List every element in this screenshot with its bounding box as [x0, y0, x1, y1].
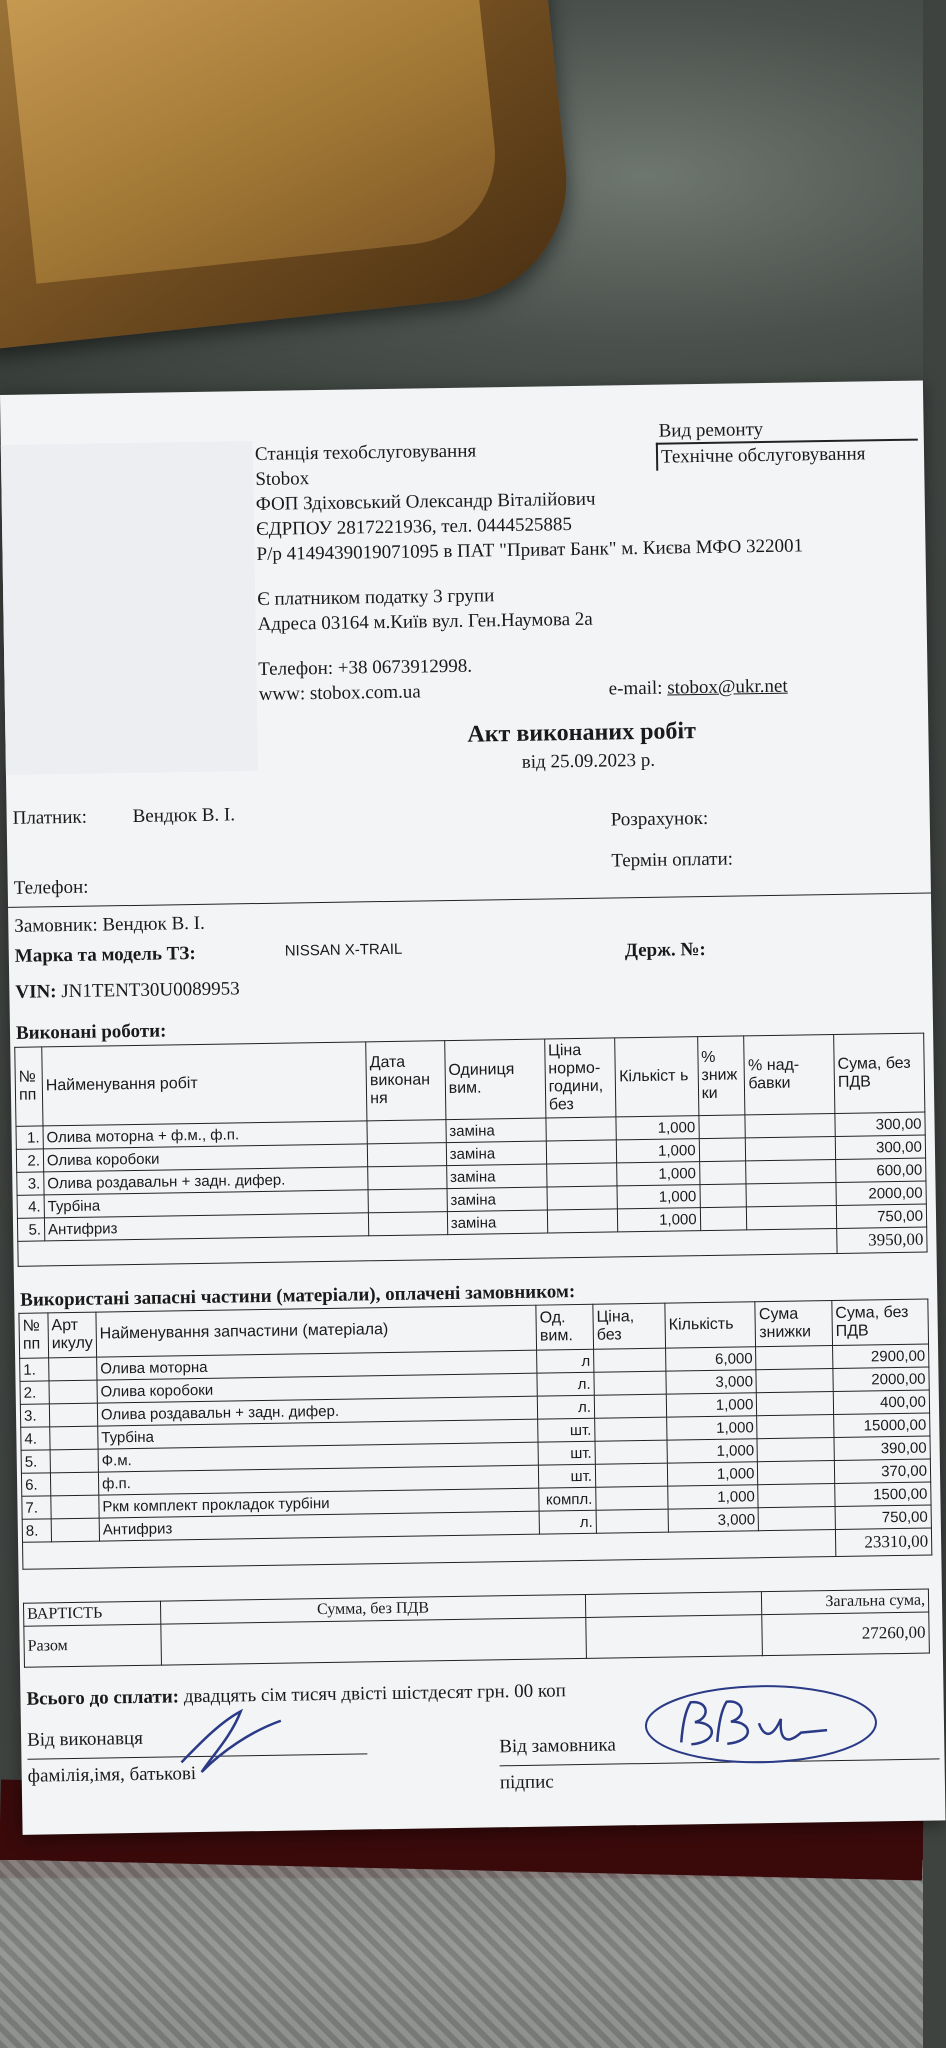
station-address: Адреса 03164 м.Київ вул. Ген.Наумова 2а — [257, 608, 593, 635]
row-sum: 600,00 — [836, 1158, 926, 1182]
parts-col-price: Ціна, без — [593, 1303, 666, 1349]
row-name: Олива роздавальн + задн. дифер. — [97, 1396, 537, 1426]
row-no: 7. — [22, 1496, 51, 1519]
row-discount — [756, 1346, 833, 1370]
works-col-discount: % зниж ки — [697, 1036, 745, 1116]
row-no: 1. — [16, 1126, 43, 1149]
divider-line — [8, 892, 931, 907]
row-price — [594, 1371, 666, 1395]
customer-label: Від замовника — [499, 1734, 616, 1758]
works-table — [14, 1033, 927, 1267]
row-qty: 1,000 — [667, 1462, 758, 1486]
row-sum: 300,00 — [835, 1135, 925, 1159]
works-col-qty: Кількіст ь — [615, 1037, 699, 1117]
row-name: Турбіна — [98, 1419, 538, 1449]
row-qty: 1,000 — [667, 1416, 758, 1440]
row-label: Разом — [24, 1624, 161, 1667]
row-qty: 3,000 — [666, 1370, 757, 1394]
repair-type-value: Технічне обслуговування — [656, 439, 918, 471]
row-discount — [757, 1392, 834, 1416]
vin-line — [15, 977, 240, 1005]
works-col-price: Ціна нормо-години, без — [544, 1038, 616, 1118]
row-no: 3. — [17, 1172, 44, 1195]
row-sum: 15000,00 — [833, 1413, 930, 1438]
row-article — [50, 1449, 98, 1473]
summary-table — [23, 1589, 930, 1668]
executor-hint: фамілія,імя, батькові — [27, 1763, 197, 1787]
row-markup — [746, 1159, 836, 1183]
executor-label: Від виконавця — [26, 1727, 144, 1751]
repair-type-label: Вид ремонту — [658, 419, 764, 442]
row-unit: л. — [539, 1510, 596, 1534]
row-unit: шт. — [538, 1418, 595, 1442]
row-qty: 1,000 — [668, 1485, 759, 1509]
row-unit: шт. — [538, 1464, 595, 1488]
row-discount — [699, 1161, 746, 1185]
works-col-no: № пп — [15, 1047, 43, 1126]
row-price — [546, 1163, 617, 1187]
row-no: 6. — [21, 1473, 50, 1496]
vin-value: JN1TENT30U0089953 — [61, 978, 240, 1003]
row-no: 1. — [20, 1358, 49, 1381]
works-heading: Виконані роботи: — [15, 1020, 167, 1044]
row-unit: л — [537, 1349, 594, 1373]
summary-sum — [161, 1617, 587, 1665]
row-date — [368, 1166, 447, 1190]
row-name: Ф.м. — [98, 1442, 538, 1472]
row-name: Олива коробоки — [97, 1373, 537, 1403]
row-qty: 1,000 — [617, 1162, 700, 1186]
customer-hint: підпис — [499, 1771, 554, 1794]
row-article — [49, 1380, 97, 1404]
row-article — [49, 1403, 97, 1427]
row-no: 3. — [20, 1404, 49, 1427]
row-qty: 1,000 — [617, 1139, 700, 1163]
grand-total: 27260,00 — [762, 1612, 929, 1656]
row-no: 5. — [21, 1450, 50, 1473]
customer-signature-icon — [590, 1677, 871, 1771]
row-unit: заміна — [446, 1141, 546, 1166]
row-discount — [699, 1138, 746, 1162]
row-article — [50, 1426, 98, 1450]
parts-col-qty: Кількість — [665, 1302, 756, 1348]
row-name: Олива роздавальн + задн. дифер. — [44, 1167, 369, 1195]
row-date — [369, 1212, 448, 1236]
row-name: Ркм комплект прокладок турбіни — [99, 1488, 539, 1518]
row-date — [367, 1120, 446, 1144]
works-total: 3950,00 — [837, 1227, 927, 1253]
payer-phone-label: Телефон: — [13, 876, 89, 899]
tablecloth — [0, 1860, 923, 2048]
works-col-unit: Одиниця вим. — [444, 1039, 545, 1120]
row-article — [48, 1357, 96, 1381]
row-qty: 1,000 — [616, 1116, 699, 1140]
row-qty: 1,000 — [666, 1393, 757, 1417]
station-account: Р/р 4149439019071095 в ПАТ "Приват Банк" м. Києва МФО 322001 — [256, 535, 804, 565]
email-link[interactable]: stobox@ukr.net — [667, 675, 788, 699]
vehicle-model-value: NISSAN X-TRAIL — [284, 940, 403, 960]
row-unit: заміна — [447, 1210, 547, 1235]
row-name: Олива моторна + ф.м., ф.п. — [43, 1121, 368, 1149]
row-no: 4. — [21, 1427, 50, 1450]
row-unit: шт. — [538, 1441, 595, 1465]
works-col-name: Найменування робіт — [42, 1042, 367, 1126]
row-article — [51, 1518, 99, 1542]
row-sum: 2000,00 — [836, 1181, 926, 1205]
row-price — [595, 1417, 667, 1441]
row-markup — [747, 1205, 837, 1229]
station-phone: Телефон: +38 0673912998. — [258, 655, 473, 680]
row-unit: л. — [537, 1395, 594, 1419]
row-name: Турбіна — [44, 1190, 369, 1218]
row-sum: 1500,00 — [835, 1482, 932, 1507]
redacted-logo-area — [1, 441, 258, 775]
row-name: Олива моторна — [97, 1350, 537, 1380]
row-discount — [699, 1115, 746, 1139]
row-sum: 400,00 — [833, 1390, 930, 1415]
customer-line: Замовник: Вендюк В. І. — [14, 912, 205, 937]
row-price — [594, 1348, 666, 1372]
row-discount — [758, 1461, 835, 1485]
row-article — [51, 1495, 99, 1519]
plate-label: Держ. №: — [624, 938, 706, 962]
row-no: 2. — [20, 1381, 49, 1404]
row-price — [547, 1186, 618, 1210]
document-date: від 25.09.2023 р. — [521, 749, 656, 773]
row-sum: 2000,00 — [833, 1367, 930, 1392]
row-sum: 390,00 — [834, 1436, 931, 1461]
row-no: 5. — [17, 1218, 44, 1241]
row-markup — [745, 1113, 835, 1137]
row-sum: 2900,00 — [832, 1344, 929, 1369]
row-name: ф.п. — [98, 1465, 538, 1495]
row-unit: заміна — [446, 1164, 546, 1189]
sum-label: Сумма, без ПДВ — [160, 1594, 586, 1624]
parts-table — [18, 1299, 932, 1570]
settlement-label: Розрахунок: — [610, 807, 709, 831]
row-discount — [700, 1207, 747, 1231]
row-name: Олива коробоки — [43, 1144, 368, 1172]
vin-label: VIN: — [15, 981, 57, 1003]
row-name: Антифриз — [44, 1213, 369, 1241]
station-www: www: stobox.com.ua — [258, 681, 421, 705]
payment-term-label: Термін оплати: — [611, 848, 734, 872]
station-line1: Станція техобслуговування — [254, 440, 477, 466]
row-sum: 300,00 — [835, 1112, 925, 1136]
row-sum: 750,00 — [836, 1204, 926, 1228]
summary-empty-2 — [586, 1615, 763, 1659]
row-price — [595, 1440, 667, 1464]
station-edrpou: ЄДРПОУ 2817221936, тел. 0444525885 — [255, 514, 573, 540]
invoice-paper — [0, 381, 946, 1835]
parts-col-no: № пп — [19, 1313, 49, 1358]
row-price — [546, 1117, 617, 1141]
payment-line — [26, 1679, 566, 1711]
row-sum: 370,00 — [834, 1459, 931, 1484]
row-markup — [746, 1182, 836, 1206]
row-article — [50, 1472, 98, 1496]
row-qty: 1,000 — [618, 1208, 701, 1232]
row-unit: заміна — [447, 1187, 547, 1212]
row-no: 4. — [17, 1195, 44, 1218]
row-discount — [757, 1438, 834, 1462]
parts-col-discount: Сума знижки — [755, 1301, 832, 1347]
summary-empty — [586, 1592, 763, 1618]
row-price — [596, 1509, 668, 1533]
row-price — [595, 1463, 667, 1487]
payment-label: Всього до сплати: — [26, 1686, 180, 1710]
parts-col-sum: Сума, без ПДВ — [832, 1299, 929, 1346]
row-date — [367, 1143, 446, 1167]
vehicle-model-label: Марка та модель ТЗ: — [14, 942, 196, 967]
parts-col-name: Найменування запчастини (матеріала) — [96, 1305, 537, 1357]
row-markup — [746, 1136, 836, 1160]
payer-value: Вендюк В. І. — [132, 804, 236, 827]
row-qty: 1,000 — [667, 1439, 758, 1463]
executor-signature-icon — [171, 1701, 292, 1783]
row-qty: 3,000 — [668, 1508, 759, 1532]
row-date — [368, 1189, 447, 1213]
row-no: 2. — [16, 1149, 43, 1172]
email-line — [609, 675, 788, 702]
row-discount — [757, 1415, 834, 1439]
parts-col-article: Арт икулу — [48, 1312, 97, 1358]
row-unit: заміна — [446, 1118, 546, 1143]
row-price — [546, 1140, 617, 1164]
row-sum: 750,00 — [835, 1505, 932, 1530]
station-name: Stobox — [255, 468, 310, 490]
payment-words: двадцять сім тисяч двісті шістдесят грн. 00 коп — [183, 1680, 566, 1708]
document-title: Акт виконаних робіт — [467, 718, 697, 748]
wooden-tray-inner — [6, 0, 504, 284]
station-owner: ФОП Здіховський Олександр Віталійович — [255, 488, 596, 515]
row-discount — [700, 1184, 747, 1208]
row-unit: л. — [537, 1372, 594, 1396]
row-no: 8. — [22, 1519, 51, 1542]
row-price — [594, 1394, 666, 1418]
row-qty: 1,000 — [617, 1185, 700, 1209]
email-label: e-mail: — [608, 677, 663, 700]
works-col-markup: % над-бавки — [744, 1034, 835, 1114]
row-price — [547, 1209, 618, 1233]
row-unit: компл. — [539, 1487, 596, 1511]
row-discount — [758, 1484, 835, 1508]
works-col-date: Дата виконан ня — [366, 1041, 446, 1121]
total-label: Загальна сума, — [762, 1589, 929, 1615]
payer-label: Платник: — [12, 806, 88, 829]
cost-label: ВАРТІСТЬ — [23, 1601, 160, 1626]
works-col-sum: Сума, без ПДВ — [834, 1033, 925, 1113]
row-discount — [758, 1507, 835, 1531]
row-name: Антифриз — [99, 1511, 539, 1541]
station-tax: Є платником податку 3 групи — [257, 585, 495, 610]
works-header-row — [15, 1033, 925, 1126]
row-qty: 6,000 — [666, 1347, 757, 1371]
parts-total: 23310,00 — [835, 1528, 932, 1557]
parts-col-unit: Од. вим. — [536, 1304, 594, 1350]
row-discount — [756, 1369, 833, 1393]
row-price — [596, 1486, 668, 1510]
repair-type — [655, 417, 918, 471]
parts-heading: Використані запасні частини (матеріали), оплачені замовником: — [20, 1281, 576, 1311]
